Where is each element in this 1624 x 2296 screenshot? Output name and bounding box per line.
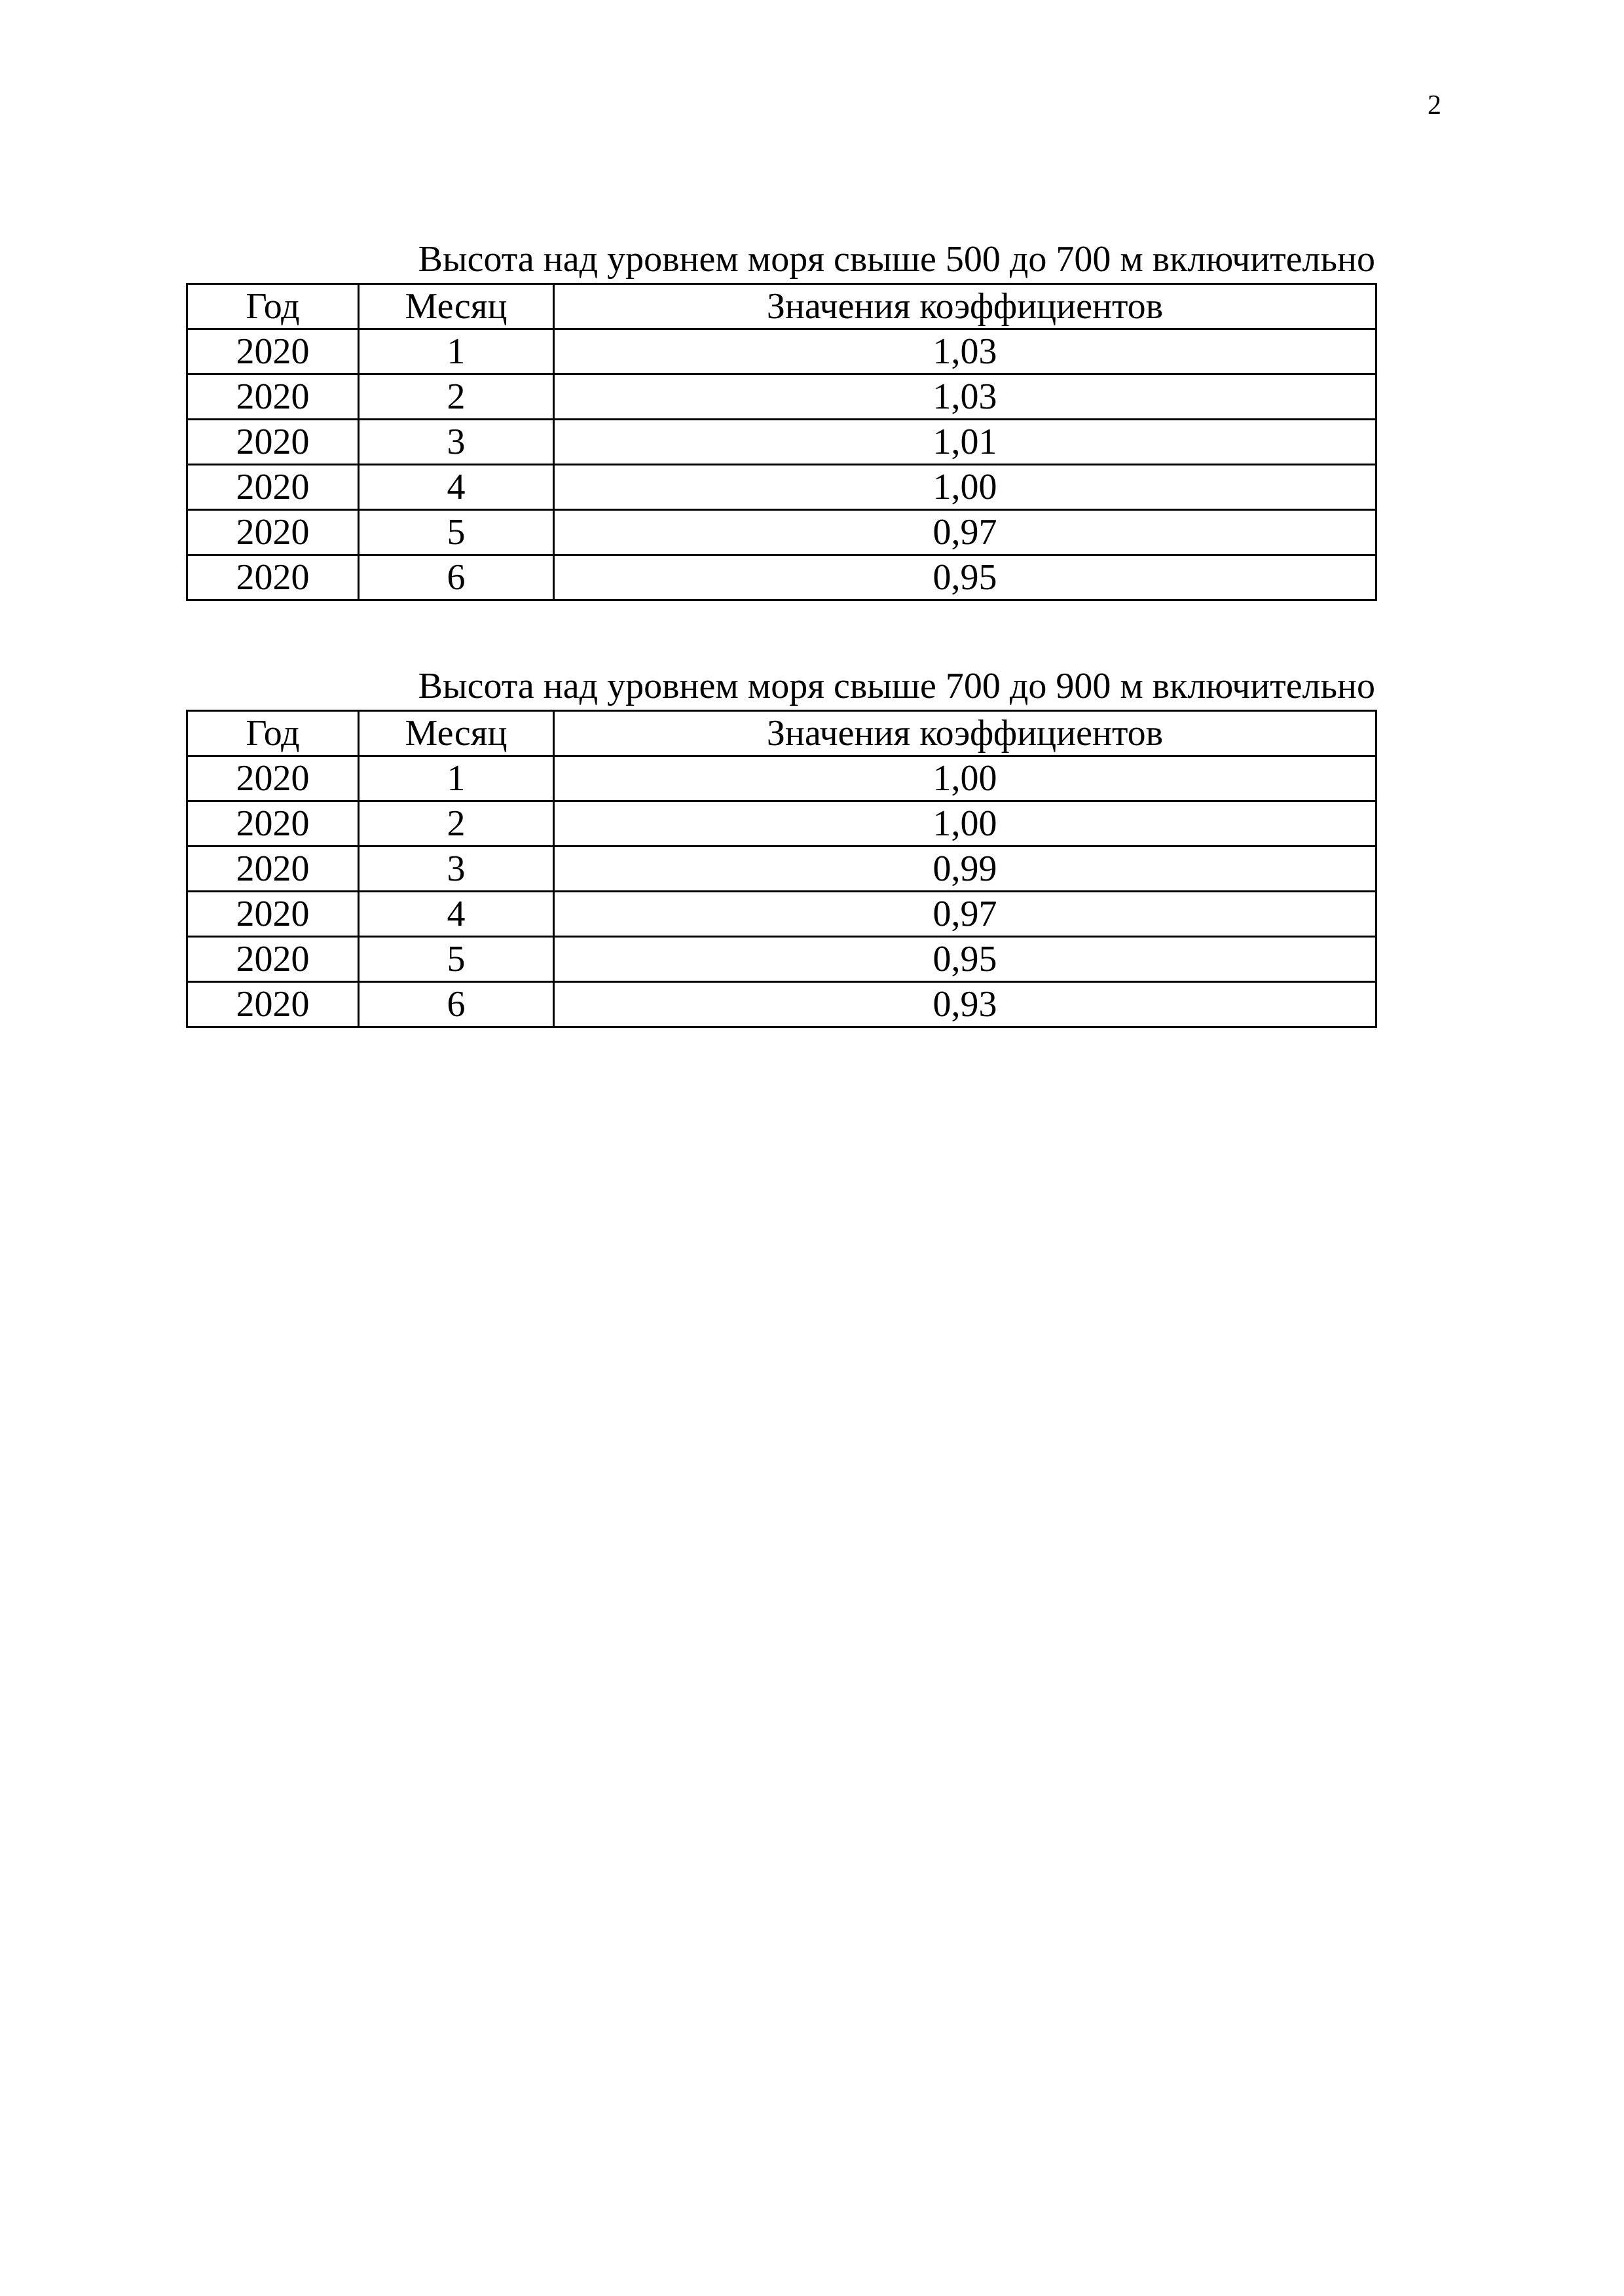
header-year: Год [187,711,359,756]
header-coefficient: Значения коэффициентов [554,711,1376,756]
table-caption: Высота над уровнем моря свыше 700 до 900 м включительно [418,666,1375,706]
cell-year: 2020 [187,756,359,801]
cell-year: 2020 [187,420,359,465]
table-header-row [187,284,1376,329]
cell-coefficient: 0,95 [554,937,1376,982]
header-month: Месяц [359,711,554,756]
cell-coefficient: 0,93 [554,982,1376,1027]
coefficients-table-500-700 [186,236,1375,601]
cell-coefficient: 1,03 [554,374,1376,420]
table-row [187,847,1376,892]
cell-month: 6 [359,982,554,1027]
cell-year: 2020 [187,374,359,420]
cell-year: 2020 [187,329,359,374]
coefficients-table-700-900 [186,663,1375,1028]
cell-month: 1 [359,329,554,374]
cell-year: 2020 [187,465,359,510]
cell-coefficient: 1,00 [554,465,1376,510]
table-row [187,801,1376,847]
table-caption: Высота над уровнем моря свыше 500 до 700 м включительно [418,239,1375,280]
cell-year: 2020 [187,982,359,1027]
header-year: Год [187,284,359,329]
coefficients-table [186,283,1377,601]
table-row [187,982,1376,1027]
table-header-row [187,711,1376,756]
cell-month: 4 [359,465,554,510]
cell-coefficient: 0,97 [554,510,1376,555]
cell-month: 3 [359,420,554,465]
header-coefficient: Значения коэффициентов [554,284,1376,329]
cell-month: 4 [359,892,554,937]
cell-year: 2020 [187,801,359,847]
table-row [187,937,1376,982]
cell-year: 2020 [187,555,359,600]
table-row [187,420,1376,465]
cell-coefficient: 1,03 [554,329,1376,374]
header-month: Месяц [359,284,554,329]
cell-coefficient: 1,01 [554,420,1376,465]
cell-year: 2020 [187,847,359,892]
table-row [187,374,1376,420]
table-row [187,892,1376,937]
cell-coefficient: 0,95 [554,555,1376,600]
cell-month: 3 [359,847,554,892]
table-row [187,465,1376,510]
table-row [187,756,1376,801]
table-row [187,555,1376,600]
cell-month: 6 [359,555,554,600]
cell-month: 5 [359,937,554,982]
table-row [187,329,1376,374]
cell-coefficient: 0,97 [554,892,1376,937]
coefficients-table [186,710,1377,1028]
cell-coefficient: 1,00 [554,801,1376,847]
cell-year: 2020 [187,510,359,555]
cell-month: 2 [359,801,554,847]
cell-month: 1 [359,756,554,801]
cell-month: 2 [359,374,554,420]
table-row [187,510,1376,555]
cell-year: 2020 [187,937,359,982]
cell-coefficient: 0,99 [554,847,1376,892]
cell-coefficient: 1,00 [554,756,1376,801]
page-number: 2 [1428,90,1441,120]
cell-year: 2020 [187,892,359,937]
cell-month: 5 [359,510,554,555]
